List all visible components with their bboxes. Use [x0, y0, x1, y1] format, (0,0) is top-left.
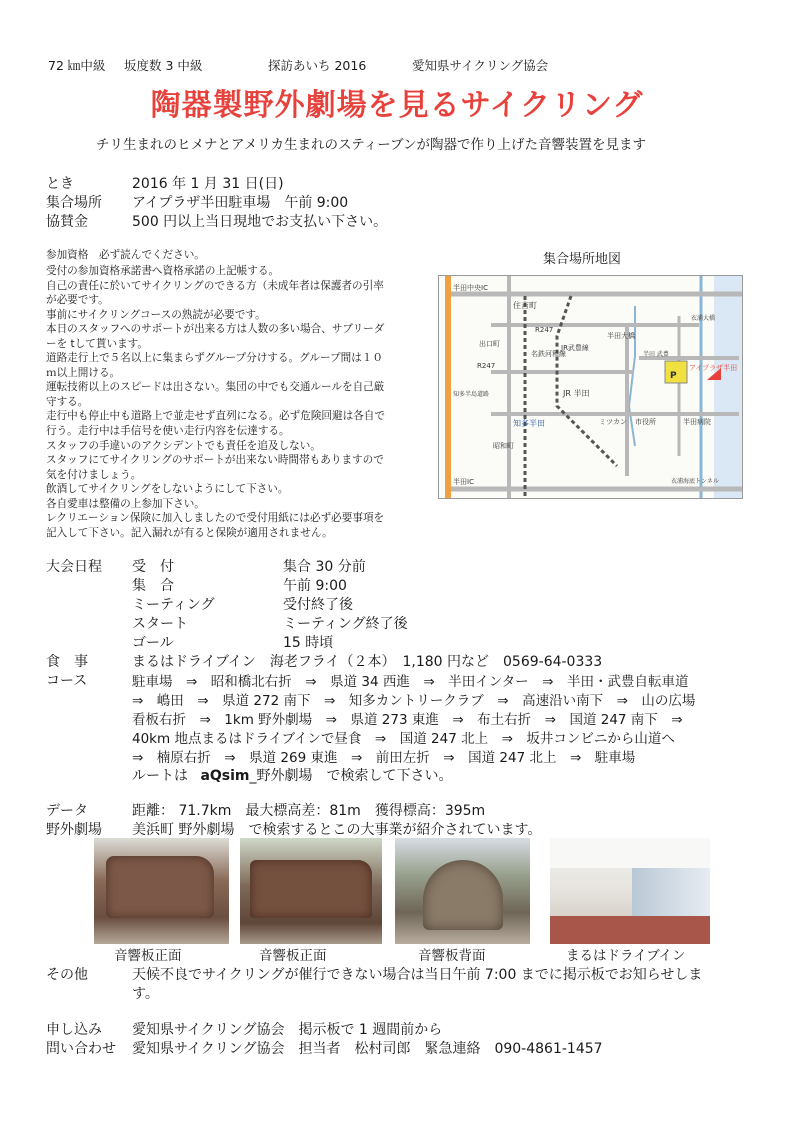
qualification-line: 各自愛車は整備の上参加下さい。	[46, 497, 205, 510]
course-line: 看板右折 ⇒ 1km 野外劇場 ⇒ 県道 273 東進 ⇒ 布土右折 ⇒ 国道 247 南下 ⇒	[132, 712, 683, 728]
schedule-value: 受付終了後	[283, 597, 353, 613]
theater-value: 美浜町 野外劇場 で検索するとこの大事業が紹介されています。	[132, 822, 542, 838]
map-label-aiplaza: アイプラザ半田	[689, 364, 738, 372]
photo-caption: 音響板正面	[259, 948, 327, 964]
photo-sound-board-front-2	[240, 838, 382, 944]
route-suffix: _野外劇場 で検索して下さい。	[249, 768, 453, 784]
route-search-line	[132, 765, 453, 785]
info-label-fee: 協賛金	[46, 214, 88, 230]
map-label-shiyakusho: 市役所	[635, 418, 656, 426]
photo-caption: まるはドライブイン	[566, 948, 686, 964]
course-line: ⇒ 楠原右折 ⇒ 県道 269 東進 ⇒ 前田左折 ⇒ 国道 247 北上 ⇒ 駐車場	[132, 750, 636, 766]
qualification-line: 本日のスタッフへのサポートが出来る方は人数の多い場合、サブリーダ	[46, 323, 385, 336]
schedule-label: 受 付	[132, 559, 174, 575]
map-label-chita-handa: 知多半田	[513, 419, 545, 428]
sound-board-shape	[250, 860, 372, 918]
qualification-line: ーを tして貰います。	[46, 337, 149, 350]
route-name: aQsim	[200, 768, 250, 784]
map-label-sumiyoshi: 住吉町	[513, 301, 537, 310]
floor	[550, 916, 710, 944]
map-label-kinuura-bridge: 衣浦大橋	[691, 315, 716, 322]
map-label-r247: R247	[535, 326, 554, 334]
data-label: データ	[46, 803, 88, 819]
qualification-line: 道路走行上で５名以上に集まらずグループ分けする。グループ間は１０	[46, 352, 383, 365]
info-value-fee: 500 円以上当日現地でお支払い下さい。	[132, 214, 388, 230]
schedule-label: ゴール	[132, 635, 174, 651]
route-prefix: ルートは	[132, 768, 188, 784]
contact-label: 問い合わせ	[46, 1041, 116, 1057]
qualification-line: 気を付けましょう。	[46, 468, 142, 481]
photo-caption: 音響板背面	[418, 948, 486, 964]
series-name: 探訪あいち 2016	[268, 58, 367, 73]
map-label-mizkan: ミツカン	[599, 418, 627, 426]
info-label-place: 集合場所	[46, 195, 102, 211]
meal-value: まるはドライブイン 海老フライ（２本） 1,180 円など 0569-64-0333	[132, 654, 603, 670]
ceiling	[550, 838, 710, 868]
organizer-name: 愛知県サイクリング協会	[412, 58, 549, 73]
qualification-line: 受付の参加資格承諾書へ資格承諾の上記帳する。	[46, 265, 280, 277]
map-label-meitetsu: 名鉄河和線	[531, 350, 566, 358]
schedule-value: 15 時頃	[283, 635, 334, 651]
map-title: 集合場所地図	[543, 252, 622, 267]
qualification-line: 行う。走行中は手信号を使い走行内容を伝達する。	[46, 425, 290, 438]
info-label-date: とき	[46, 176, 74, 192]
bay-water	[714, 276, 742, 498]
apply-label: 申し込み	[46, 1022, 102, 1038]
meeting-map	[438, 275, 743, 499]
map-label-showa: 昭和町	[493, 442, 514, 450]
map-label-handa-ic: 半田IC	[453, 478, 474, 486]
schedule-label: スタート	[132, 616, 188, 632]
map-label-jr-taketoyo: JR武豊線	[561, 344, 589, 352]
schedule-label: ミーティング	[132, 597, 215, 613]
map-label-parking: P	[670, 371, 677, 381]
photo-sound-board-front-1	[94, 838, 229, 944]
course-line: 駐車場 ⇒ 昭和橋北右折 ⇒ 県道 34 西進 ⇒ 半田インター ⇒ 半田・武豊自転車道	[132, 674, 689, 690]
info-value-date: 2016 年 1 月 31 日(日)	[132, 176, 284, 192]
map-label-r247b: R247	[477, 362, 496, 370]
photo-sound-board-back	[395, 838, 530, 944]
qualification-line: レクリエーション保険に加入しましたので受付用紙には必ず必要事項を	[46, 512, 385, 525]
theater-label: 野外劇場	[46, 822, 102, 838]
qualification-heading: 参加資格 必ず読んでください。	[46, 249, 205, 261]
sound-board-shape	[106, 856, 214, 918]
map-label-handa-chuo-ic: 半田中央IC	[453, 284, 488, 292]
schedule-value: 集合 30 分前	[283, 559, 366, 575]
qualification-line: 事前にサイクリングコースの熟読が必要です。	[46, 308, 266, 321]
data-value: 距離： 71.7km 最大標高差：81m 獲得標高：395m	[132, 803, 486, 819]
contact-value: 愛知県サイクリング協会 担当者 松村司郎 緊急連絡 090-4861-1457	[132, 1041, 603, 1057]
course-label: コース	[46, 673, 88, 689]
map-label-hospital: 半田病院	[683, 418, 711, 426]
map-label-chita-road: 知多半島道路	[453, 391, 490, 398]
photo-caption: 音響板正面	[114, 948, 182, 964]
other-label: その他	[46, 967, 88, 983]
course-line: ⇒ 嶋田 ⇒ 県道 272 南下 ⇒ 知多カントリークラブ ⇒ 高速沿い南下 ⇒ 山の広場	[132, 693, 696, 709]
schedule-value: 午前 9:00	[283, 578, 347, 594]
qualification-line: が必要です。	[46, 294, 109, 307]
qualification-line: 記入して下さい。記入漏れが有ると保険が適用されません。	[46, 526, 333, 539]
qualification-line: 自己の責任に於いてサイクリングのできる方（未成年者は保護者の引率	[46, 279, 384, 292]
map-label-deguchi: 出口町	[479, 340, 500, 348]
qualification-line: 運転技術以上のスピードは出さない。集団の中でも交通ルールを自己厳	[46, 381, 385, 394]
qualification-line: 飲酒してサイクリングをしないようにして下さい。	[46, 483, 289, 496]
schedule-heading: 大会日程	[46, 559, 102, 575]
map-graphic	[439, 276, 742, 498]
sound-board-shape	[423, 860, 503, 930]
apply-value: 愛知県サイクリング協会 掲示板で 1 週間前から	[132, 1022, 443, 1038]
page-title: 陶器製野外劇場を見るサイクリング	[150, 88, 644, 123]
schedule-value: ミーティング終了後	[283, 616, 408, 632]
meal-label: 食 事	[46, 654, 88, 670]
qualification-list	[46, 264, 385, 540]
qualification-line: 走行中も停止中も道路上で並走せず直列になる。必ず危険回避は各自で	[46, 410, 385, 423]
schedule-label: 集 合	[132, 578, 174, 594]
other-line-2: す。	[132, 986, 159, 1002]
map-label-handa-ohashi: 半田大橋	[607, 332, 635, 340]
map-label-kinuura-tunnel: 衣浦海底トンネル	[671, 478, 719, 485]
chita-peninsula-road	[445, 276, 451, 498]
jr-taketoyo-line	[557, 296, 617, 466]
distance-level: 72 ㎞中級	[48, 58, 106, 73]
photo-maruha-drive-in	[550, 838, 710, 944]
info-value-place: アイプラザ半田駐車場 午前 9:00	[132, 195, 349, 211]
map-label-mihama: 半田 武豊	[643, 351, 669, 358]
map-label-jr-handa: JR 半田	[563, 389, 590, 398]
course-line: 40km 地点まるはドライブインで昼食 ⇒ 国道 247 北上 ⇒ 坂井コンビニから山道へ	[132, 731, 675, 747]
subtitle: チリ生まれのヒメナとアメリカ生まれのスティーブンが陶器で作り上げた音響装置を見ます	[96, 137, 646, 153]
other-line-1: 天候不良でサイクリングが催行できない場合は当日午前 7:00 までに掲示板でお知らせしま	[132, 967, 703, 983]
qualification-line: スタッフの手違いのアクシデントでも責任を追及しない。	[46, 439, 321, 452]
qualification-line: スタッフにてサイクリングのサポートが出来ない時間帯もありますので	[46, 454, 384, 467]
qualification-line: 守する。	[46, 395, 89, 408]
slope-level: 坂度数 3 中級	[124, 58, 203, 73]
qualification-line: ｍ以上開ける。	[46, 366, 121, 379]
